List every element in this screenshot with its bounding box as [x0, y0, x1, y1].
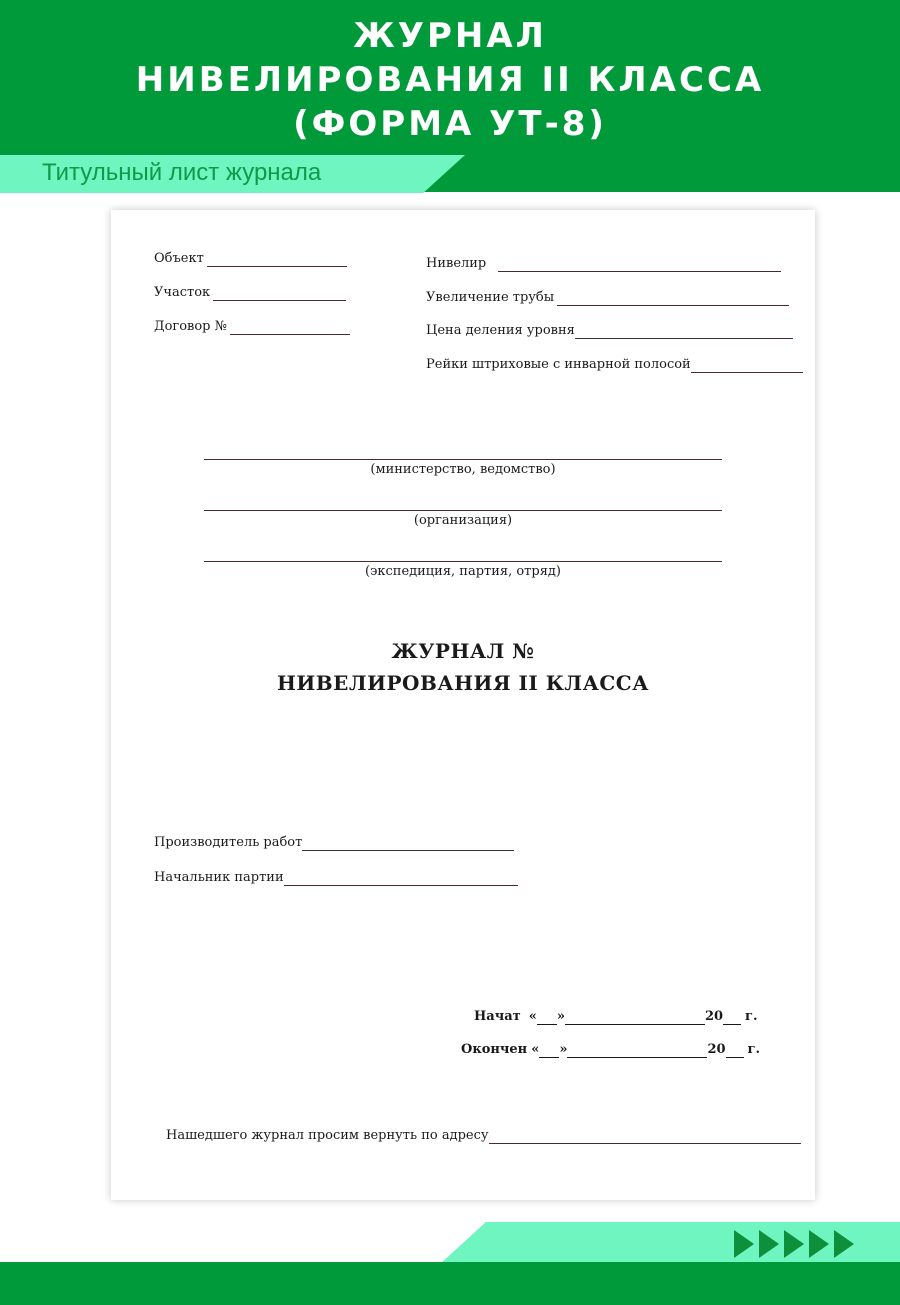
- page-title: [0, 14, 900, 146]
- date-started-year: 20: [704, 1009, 724, 1024]
- organization-caption: (организация): [413, 513, 513, 528]
- footer-bar: [0, 1262, 900, 1305]
- date-finished-label: Окончен: [461, 1042, 528, 1057]
- date-started: [474, 1009, 758, 1025]
- expedition-caption: (экспедиция, партия, отряд): [365, 564, 561, 579]
- field-staffs-label: Рейки штриховые с инварной полосой: [426, 357, 691, 372]
- date-finished-year: 20: [707, 1042, 726, 1057]
- date-finished-close-quote: »: [559, 1042, 568, 1057]
- field-object-line: [207, 254, 347, 267]
- field-party-chief: [154, 870, 518, 886]
- field-party-chief-label: Начальник партии: [154, 870, 284, 885]
- journal-number-title: ЖУРНАЛ №: [391, 639, 535, 663]
- date-started-month-line: [565, 1012, 705, 1025]
- date-started-year-line: [723, 1012, 741, 1025]
- title-line-2: НИВЕЛИРОВАНИЯ II КЛАССА: [135, 60, 765, 100]
- field-level-division-line: [575, 326, 793, 339]
- field-section-line: [213, 288, 346, 301]
- field-works-manager-line: [302, 838, 514, 851]
- date-finished: [461, 1042, 760, 1058]
- field-object-label: Объект: [154, 251, 204, 266]
- title-line-1: ЖУРНАЛ: [353, 16, 547, 56]
- field-magnification-label: Увеличение трубы: [426, 290, 555, 305]
- field-magnification-line: [557, 293, 789, 306]
- date-finished-day-line: [539, 1045, 559, 1058]
- field-level-line: [498, 259, 781, 272]
- date-finished-suffix: г.: [747, 1042, 761, 1057]
- arrow-right-icon: [784, 1230, 804, 1258]
- field-section: [154, 285, 346, 301]
- date-started-open-quote: «: [528, 1009, 537, 1024]
- field-magnification: [426, 290, 789, 306]
- arrow-right-icon: [734, 1230, 754, 1258]
- title-page-sheet: [111, 210, 815, 1200]
- date-finished-open-quote: «: [531, 1042, 540, 1057]
- journal-class-title: НИВЕЛИРОВАНИЯ II КЛАССА: [276, 671, 650, 695]
- field-object: [154, 251, 347, 267]
- date-finished-year-line: [726, 1045, 744, 1058]
- arrow-right-icon: [809, 1230, 829, 1258]
- field-works-manager-label: Производитель работ: [154, 835, 303, 850]
- field-return-address-label: Нашедшего журнал просим вернуть по адресу: [166, 1128, 489, 1143]
- organization-line: [204, 510, 722, 511]
- field-party-chief-line: [284, 873, 518, 886]
- arrow-right-icon: [834, 1230, 854, 1258]
- ministry-caption: (министерство, ведомство): [370, 462, 556, 477]
- field-level-division-label: Цена деления уровня: [426, 323, 575, 338]
- date-started-close-quote: »: [556, 1009, 565, 1024]
- date-started-day-line: [537, 1012, 557, 1025]
- subtitle-label: Титульный лист журнала: [42, 159, 322, 186]
- date-finished-month-line: [567, 1045, 707, 1058]
- field-contract: [154, 319, 350, 335]
- date-started-suffix: г.: [745, 1009, 758, 1024]
- field-return-address-line: [489, 1131, 801, 1144]
- field-contract-line: [230, 322, 350, 335]
- field-staffs: [426, 357, 803, 373]
- field-works-manager: [154, 835, 514, 851]
- field-staffs-line: [691, 360, 803, 373]
- date-started-label: Начат: [474, 1009, 521, 1024]
- bottom-ribbon: [440, 1222, 900, 1264]
- expedition-line: [204, 561, 722, 562]
- field-level: [426, 256, 781, 272]
- field-return-address: [166, 1128, 801, 1144]
- field-contract-label: Договор №: [154, 319, 227, 334]
- field-section-label: Участок: [154, 285, 211, 300]
- field-level-division: [426, 323, 793, 339]
- field-level-label: Нивелир: [426, 256, 487, 271]
- arrow-right-icon: [759, 1230, 779, 1258]
- title-line-3: (ФОРМА УТ-8): [293, 104, 607, 144]
- ministry-line: [204, 459, 722, 460]
